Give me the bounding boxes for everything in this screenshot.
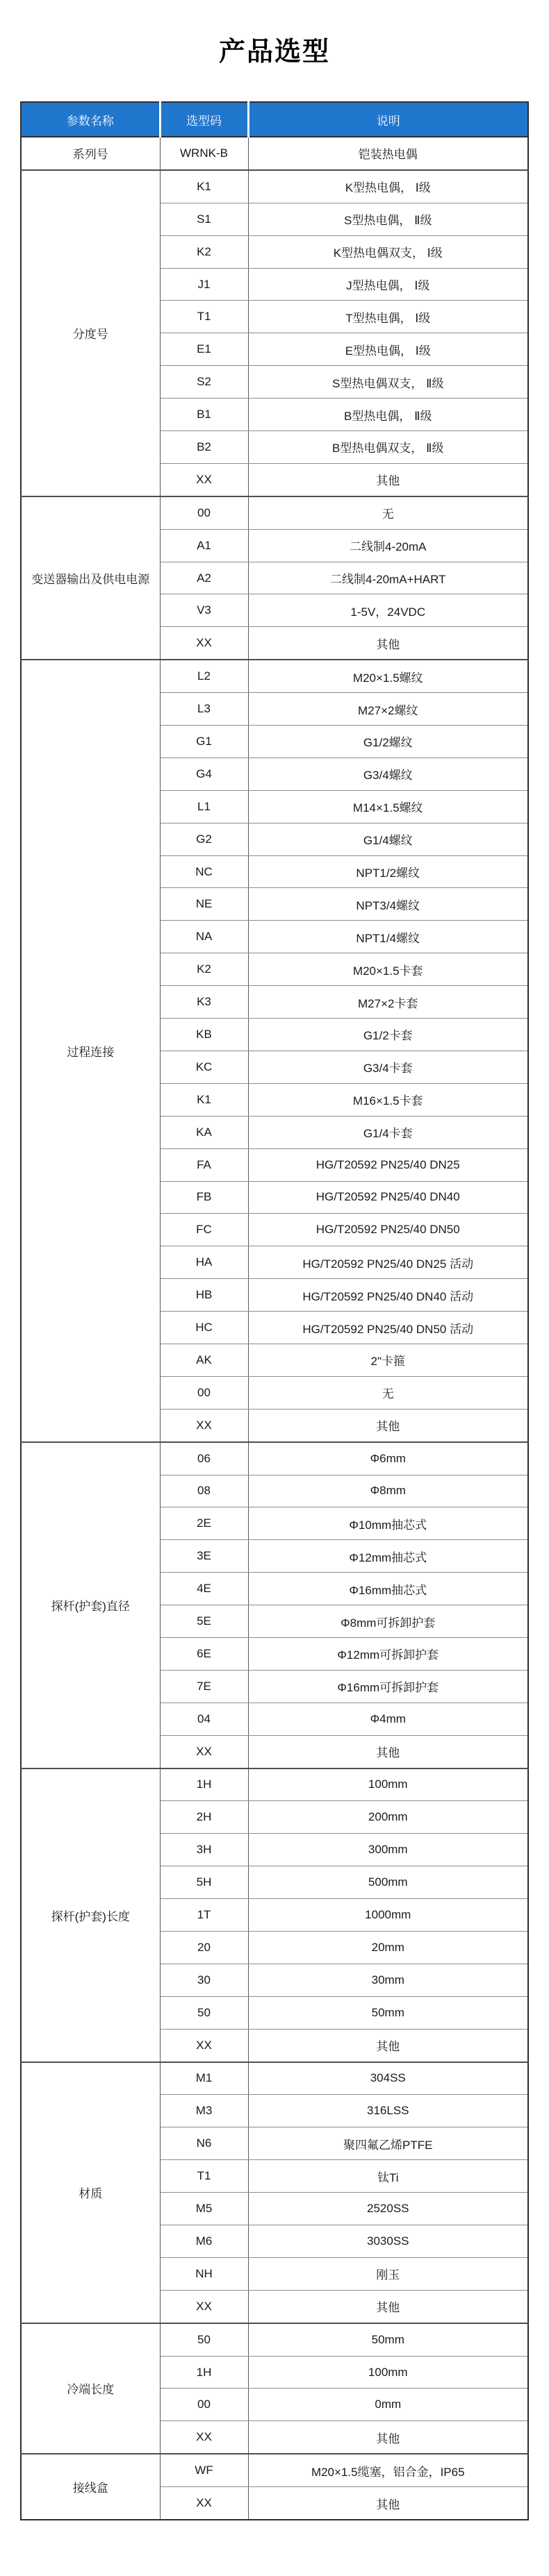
- description-cell: Φ10mm抽芯式: [248, 1507, 528, 1540]
- description-cell: K型热电偶， Ⅰ级: [248, 170, 528, 203]
- description-cell: 100mm: [248, 1768, 528, 1801]
- description-cell: HG/T20592 PN25/40 DN40: [248, 1181, 528, 1214]
- description-cell: 50mm: [248, 1996, 528, 2029]
- selection-code-cell: 00: [160, 496, 248, 529]
- selection-code-cell: XX: [160, 2487, 248, 2520]
- selection-code-cell: B2: [160, 431, 248, 464]
- param-group-cell: 变送器输出及供电电源: [21, 496, 160, 660]
- description-cell: 1000mm: [248, 1899, 528, 1932]
- table-row: [21, 137, 528, 170]
- table-row: [21, 2062, 528, 2095]
- selection-code-cell: T1: [160, 2160, 248, 2193]
- col-header-parameter-name: 参数名称: [21, 102, 160, 137]
- description-cell: M16×1.5卡套: [248, 1083, 528, 1116]
- selection-code-cell: G2: [160, 823, 248, 855]
- description-cell: T型热电偶， Ⅰ级: [248, 301, 528, 333]
- description-cell: B型热电偶， Ⅱ级: [248, 399, 528, 431]
- description-cell: 3030SS: [248, 2225, 528, 2258]
- param-group-cell: 过程连接: [21, 660, 160, 1441]
- description-cell: 30mm: [248, 1964, 528, 1996]
- description-cell: 其他: [248, 1409, 528, 1441]
- description-cell: 刚玉: [248, 2257, 528, 2290]
- selection-code-cell: K1: [160, 170, 248, 203]
- description-cell: M20×1.5螺纹: [248, 660, 528, 692]
- selection-code-cell: E1: [160, 333, 248, 366]
- selection-code-cell: M5: [160, 2193, 248, 2225]
- description-cell: 二线制4-20mA: [248, 529, 528, 562]
- selection-code-cell: NE: [160, 888, 248, 921]
- param-group-cell: 冷端长度: [21, 2323, 160, 2454]
- selection-code-cell: 30: [160, 1964, 248, 1996]
- description-cell: M20×1.5卡套: [248, 953, 528, 986]
- selection-code-cell: FB: [160, 1181, 248, 1214]
- description-cell: M14×1.5螺纹: [248, 790, 528, 823]
- selection-code-cell: L1: [160, 790, 248, 823]
- selection-code-cell: XX: [160, 2290, 248, 2323]
- description-cell: HG/T20592 PN25/40 DN25: [248, 1148, 528, 1181]
- description-cell: G3/4卡套: [248, 1051, 528, 1083]
- selection-code-cell: 50: [160, 2323, 248, 2356]
- description-cell: HG/T20592 PN25/40 DN40 活动: [248, 1279, 528, 1312]
- description-cell: G1/4螺纹: [248, 823, 528, 855]
- selection-code-cell: K1: [160, 1083, 248, 1116]
- selection-code-cell: HA: [160, 1246, 248, 1279]
- param-group-cell: 材质: [21, 2062, 160, 2323]
- description-cell: 1-5V，24VDC: [248, 594, 528, 627]
- description-cell: S型热电偶双支， Ⅱ级: [248, 366, 528, 399]
- selection-code-cell: NC: [160, 855, 248, 888]
- description-cell: 其他: [248, 463, 528, 496]
- description-cell: Φ4mm: [248, 1703, 528, 1735]
- description-cell: Φ6mm: [248, 1442, 528, 1475]
- selection-code-cell: B1: [160, 399, 248, 431]
- selection-code-cell: XX: [160, 1735, 248, 1768]
- selection-code-cell: 1T: [160, 1899, 248, 1932]
- selection-code-cell: M6: [160, 2225, 248, 2258]
- description-cell: 20mm: [248, 1931, 528, 1964]
- param-group-cell: 探杆(护套)直径: [21, 1442, 160, 1768]
- selection-code-cell: FC: [160, 1214, 248, 1246]
- selection-code-cell: 2H: [160, 1801, 248, 1834]
- description-cell: Φ8mm可拆卸护套: [248, 1605, 528, 1638]
- selection-code-cell: V3: [160, 594, 248, 627]
- description-cell: B型热电偶双支， Ⅱ级: [248, 431, 528, 464]
- description-cell: E型热电偶， Ⅰ级: [248, 333, 528, 366]
- table-row: [21, 170, 528, 203]
- selection-code-cell: K2: [160, 235, 248, 268]
- product-selection-table: [20, 101, 529, 2520]
- selection-code-cell: 1H: [160, 2356, 248, 2389]
- description-cell: M20×1.5缆塞，铝合金，IP65: [248, 2454, 528, 2486]
- description-cell: 其他: [248, 2029, 528, 2061]
- selection-code-cell: XX: [160, 1409, 248, 1441]
- description-cell: 2"卡箍: [248, 1344, 528, 1376]
- selection-code-cell: HC: [160, 1312, 248, 1344]
- table-row: [21, 1768, 528, 1801]
- selection-code-cell: L2: [160, 660, 248, 692]
- param-group-cell: 系列号: [21, 137, 160, 170]
- description-cell: G1/4卡套: [248, 1116, 528, 1148]
- description-cell: 其他: [248, 2421, 528, 2454]
- description-cell: 聚四氟乙烯PTFE: [248, 2127, 528, 2160]
- description-cell: HG/T20592 PN25/40 DN25 活动: [248, 1246, 528, 1279]
- description-cell: HG/T20592 PN25/40 DN50: [248, 1214, 528, 1246]
- description-cell: Φ12mm可拆卸护套: [248, 1637, 528, 1670]
- param-group-cell: 探杆(护套)长度: [21, 1768, 160, 2062]
- selection-code-cell: 7E: [160, 1670, 248, 1703]
- selection-code-cell: L3: [160, 693, 248, 726]
- description-cell: 0mm: [248, 2389, 528, 2421]
- table-row: [21, 660, 528, 692]
- selection-code-cell: KC: [160, 1051, 248, 1083]
- description-cell: 其他: [248, 2487, 528, 2520]
- description-cell: 其他: [248, 1735, 528, 1768]
- description-cell: M27×2螺纹: [248, 693, 528, 726]
- selection-code-cell: KA: [160, 1116, 248, 1148]
- description-cell: 无: [248, 496, 528, 529]
- description-cell: 无: [248, 1376, 528, 1409]
- description-cell: NPT1/2螺纹: [248, 855, 528, 888]
- description-cell: 316LSS: [248, 2095, 528, 2127]
- selection-code-cell: N6: [160, 2127, 248, 2160]
- table-row: [21, 2323, 528, 2356]
- description-cell: Φ12mm抽芯式: [248, 1540, 528, 1573]
- description-cell: S型热电偶， Ⅱ级: [248, 203, 528, 235]
- selection-code-cell: 00: [160, 1376, 248, 1409]
- selection-code-cell: S2: [160, 366, 248, 399]
- selection-code-cell: S1: [160, 203, 248, 235]
- selection-code-cell: XX: [160, 463, 248, 496]
- table-row: [21, 496, 528, 529]
- selection-code-cell: K3: [160, 986, 248, 1019]
- description-cell: 铠装热电偶: [248, 137, 528, 170]
- selection-code-cell: FA: [160, 1148, 248, 1181]
- description-cell: 500mm: [248, 1866, 528, 1899]
- col-header-selection-code: 选型码: [160, 102, 248, 137]
- selection-code-cell: A1: [160, 529, 248, 562]
- description-cell: 300mm: [248, 1834, 528, 1866]
- selection-code-cell: NA: [160, 921, 248, 953]
- selection-code-cell: WRNK-B: [160, 137, 248, 170]
- description-cell: HG/T20592 PN25/40 DN50 活动: [248, 1312, 528, 1344]
- selection-code-cell: WF: [160, 2454, 248, 2486]
- description-cell: NPT1/4螺纹: [248, 921, 528, 953]
- description-cell: G1/2卡套: [248, 1019, 528, 1051]
- description-cell: 其他: [248, 2290, 528, 2323]
- selection-code-cell: 1H: [160, 1768, 248, 1801]
- selection-code-cell: K2: [160, 953, 248, 986]
- description-cell: Φ16mm抽芯式: [248, 1573, 528, 1605]
- description-cell: 其他: [248, 627, 528, 660]
- selection-code-cell: 04: [160, 1703, 248, 1735]
- param-group-cell: 分度号: [21, 170, 160, 496]
- description-cell: G1/2螺纹: [248, 726, 528, 758]
- selection-code-cell: A2: [160, 562, 248, 594]
- selection-code-cell: KB: [160, 1019, 248, 1051]
- table-row: [21, 1442, 528, 1475]
- selection-code-cell: 6E: [160, 1637, 248, 1670]
- selection-code-cell: 5E: [160, 1605, 248, 1638]
- page-title: 产品选型: [218, 37, 330, 67]
- description-cell: 2520SS: [248, 2193, 528, 2225]
- description-cell: 304SS: [248, 2062, 528, 2095]
- description-cell: Φ8mm: [248, 1475, 528, 1507]
- selection-code-cell: 08: [160, 1475, 248, 1507]
- selection-code-cell: 2E: [160, 1507, 248, 1540]
- selection-code-cell: 5H: [160, 1866, 248, 1899]
- selection-code-cell: T1: [160, 301, 248, 333]
- description-cell: M27×2卡套: [248, 986, 528, 1019]
- description-cell: Φ16mm可拆卸护套: [248, 1670, 528, 1703]
- selection-code-cell: G1: [160, 726, 248, 758]
- col-header-description: 说明: [248, 102, 528, 137]
- selection-code-cell: 06: [160, 1442, 248, 1475]
- selection-code-cell: NH: [160, 2257, 248, 2290]
- selection-code-cell: 3H: [160, 1834, 248, 1866]
- selection-code-cell: M1: [160, 2062, 248, 2095]
- selection-code-cell: G4: [160, 758, 248, 790]
- selection-code-cell: XX: [160, 627, 248, 660]
- description-cell: 二线制4-20mA+HART: [248, 562, 528, 594]
- selection-code-cell: HB: [160, 1279, 248, 1312]
- param-group-cell: 接线盒: [21, 2454, 160, 2520]
- selection-code-cell: J1: [160, 268, 248, 301]
- selection-code-cell: 50: [160, 1996, 248, 2029]
- selection-code-cell: 3E: [160, 1540, 248, 1573]
- selection-code-cell: 00: [160, 2389, 248, 2421]
- description-cell: K型热电偶双支， Ⅰ级: [248, 235, 528, 268]
- table-header: [21, 102, 528, 137]
- description-cell: NPT3/4螺纹: [248, 888, 528, 921]
- description-cell: J型热电偶， Ⅰ级: [248, 268, 528, 301]
- selection-code-cell: XX: [160, 2421, 248, 2454]
- description-cell: 50mm: [248, 2323, 528, 2356]
- selection-code-cell: XX: [160, 2029, 248, 2061]
- description-cell: G3/4螺纹: [248, 758, 528, 790]
- description-cell: 钛Ti: [248, 2160, 528, 2193]
- table-row: [21, 2454, 528, 2486]
- selection-code-cell: 20: [160, 1931, 248, 1964]
- selection-code-cell: M3: [160, 2095, 248, 2127]
- selection-code-cell: AK: [160, 1344, 248, 1376]
- description-cell: 100mm: [248, 2356, 528, 2389]
- selection-code-cell: 4E: [160, 1573, 248, 1605]
- description-cell: 200mm: [248, 1801, 528, 1834]
